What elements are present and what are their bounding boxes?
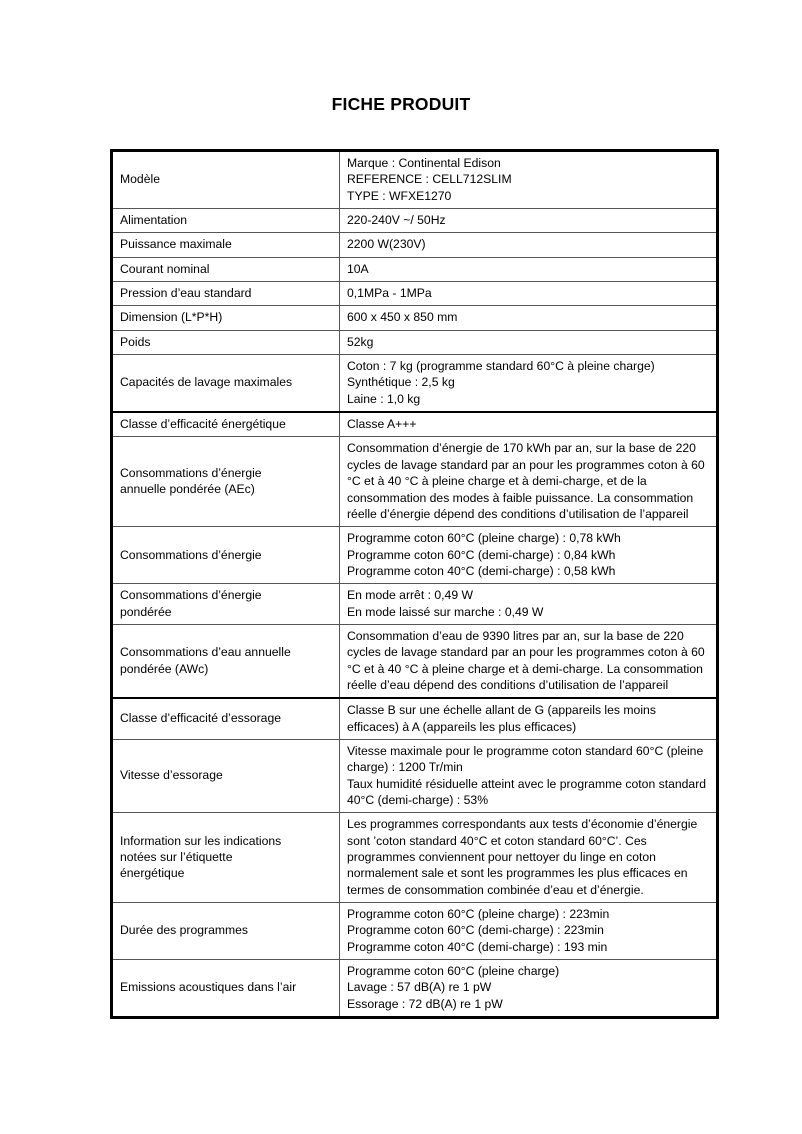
value-line: 10A (347, 261, 369, 276)
value-line: REFERENCE : CELL712SLIM (347, 172, 512, 187)
value-line: Programme coton 60°C (pleine charge) (347, 964, 560, 979)
value-line: Programme coton 60°C (demi-charge) : 223min (347, 923, 604, 938)
label-line: Modèle (120, 172, 160, 187)
value-line: En mode arrêt : 0,49 W (347, 588, 473, 603)
row-emissions-acoustiques-value (340, 960, 718, 1018)
label-line: Classe d’efficacité énergétique (120, 417, 286, 432)
label-line: pondérée (AWc) (120, 661, 209, 676)
row-classe-efficacite-essorage-label (112, 698, 340, 739)
table-row (112, 527, 718, 584)
value-line: En mode laissé sur marche : 0,49 W (347, 604, 544, 619)
row-poids-label (112, 330, 340, 354)
row-alimentation-value (340, 209, 718, 233)
label-line: Emissions acoustiques dans l’air (120, 980, 297, 995)
table-row (112, 437, 718, 527)
row-pression-eau-standard-value (340, 282, 718, 306)
label-line: énergétique (120, 866, 185, 881)
table-row (112, 739, 718, 812)
table-row (112, 813, 718, 903)
label-line: Vitesse d’essorage (120, 768, 223, 783)
row-consommations-energie-annuelle-value (340, 437, 718, 527)
label-line: annuelle pondérée (AEc) (120, 482, 255, 497)
row-puissance-maximale-label (112, 233, 340, 257)
value-line: 220-240V ~/ 50Hz (347, 213, 446, 228)
table-row (112, 282, 718, 306)
value-line: Programme coton 60°C (demi-charge) : 0,84 kWh (347, 547, 616, 562)
value-line: Programme coton 40°C (demi-charge) : 193 min (347, 939, 608, 954)
value-line: 52kg (347, 334, 374, 349)
table-row (112, 257, 718, 281)
label-line: notées sur l’étiquette (120, 850, 233, 865)
value-line: Coton : 7 kg (programme standard 60°C à pleine charge) (347, 359, 655, 374)
value-line: Marque : Continental Edison (347, 156, 501, 170)
row-capacites-lavage-value (340, 355, 718, 413)
label-line: Consommations d’énergie (120, 547, 262, 562)
table-row (112, 412, 718, 437)
value-line: 0,1MPa - 1MPa (347, 286, 432, 301)
label-line: Information sur les indications (120, 833, 282, 848)
product-specification-table (110, 149, 719, 1019)
value-line: Classe A+++ (347, 417, 417, 432)
value-line: Taux humidité résiduelle atteint avec le programme coton standard 40°C (demi-charge) : 53% (347, 776, 707, 807)
row-modele-label (112, 151, 340, 209)
value-line: Programme coton 40°C (demi-charge) : 0,58 kWh (347, 563, 616, 578)
row-vitesse-essorage-label (112, 739, 340, 812)
table-row (112, 209, 718, 233)
label-line: Poids (120, 334, 151, 349)
page-title: FICHE PRODUIT (331, 94, 471, 114)
row-consommations-energie-annuelle-label (112, 437, 340, 527)
row-vitesse-essorage-value (340, 739, 718, 812)
label-line: Puissance maximale (120, 237, 232, 252)
table-row (112, 355, 718, 413)
row-consommations-eau-annuelle-label (112, 624, 340, 698)
row-consommations-energie-ponderee-value (340, 584, 718, 625)
value-line: Les programmes correspondants aux tests d’économie d’énergie sont ’coton standard 40°C et coton standard 60°C’. Ces programmes conviennent pour nettoyer du linge en coton normalement sale et sont les programmes les plus efficaces en termes de consommation combinée d’eau et d’énergie. (347, 817, 698, 897)
value-line: Essorage : 72 dB(A) re 1 pW (347, 996, 503, 1011)
row-duree-programmes-label (112, 903, 340, 960)
table-row (112, 960, 718, 1018)
label-line: Durée des programmes (120, 923, 249, 938)
row-classe-efficacite-energetique-value (340, 412, 718, 437)
row-pression-eau-standard-label (112, 282, 340, 306)
value-line: Programme coton 60°C (pleine charge) : 223min (347, 907, 610, 922)
value-line: Consommation d’eau de 9390 litres par an, sur la base de 220 cycles de lavage standard par an pour les programmes coton à 60 °C et à 40 °C à pleine charge et à demi-charge. La consommation réelle d’eau dépend des conditions d’utilisation de l’appareil (347, 628, 705, 692)
label-line: Consommations d’eau annuelle (120, 645, 291, 660)
row-information-etiquette-energetique-value (340, 813, 718, 903)
value-line: Classe B sur une échelle allant de G (appareils les moins efficaces) à A (appareils les plus efficaces) (347, 703, 656, 734)
value-line: Laine : 1,0 kg (347, 391, 421, 406)
label-line: Capacités de lavage maximales (120, 375, 293, 390)
value-line: Consommation d’énergie de 170 kWh par an, sur la base de 220 cycles de lavage standard par an pour les programmes coton à 60 °C et à 40 °C à pleine charge et à demi-charge, et de la consommation des modes à faible puissance. La consommation réelle d’énergie dépend des conditions d’utilisation de l’appareil (347, 441, 705, 521)
label-line: Dimension (L*P*H) (120, 310, 223, 325)
row-dimension-value (340, 306, 718, 330)
row-consommations-energie-label (112, 527, 340, 584)
table-row (112, 306, 718, 330)
table-row (112, 624, 718, 698)
row-capacites-lavage-label (112, 355, 340, 413)
row-classe-efficacite-energetique-label (112, 412, 340, 437)
label-line: pondérée (120, 604, 172, 619)
value-line: Lavage : 57 dB(A) re 1 pW (347, 980, 492, 995)
value-line: Programme coton 60°C (pleine charge) : 0,78 kWh (347, 531, 621, 546)
row-dimension-label (112, 306, 340, 330)
row-courant-nominal-value (340, 257, 718, 281)
row-modele-value (340, 151, 718, 209)
row-information-etiquette-energetique-label (112, 813, 340, 903)
row-courant-nominal-label (112, 257, 340, 281)
spec-table-body (112, 151, 718, 1018)
table-row (112, 233, 718, 257)
label-line: Pression d’eau standard (120, 286, 252, 301)
value-line: 600 x 450 x 850 mm (347, 310, 458, 325)
label-line: Alimentation (120, 213, 188, 228)
value-line: TYPE : WFXE1270 (347, 188, 452, 203)
row-emissions-acoustiques-label (112, 960, 340, 1018)
table-row (112, 903, 718, 960)
table-row (112, 151, 718, 209)
label-line: Consommations d’énergie (120, 588, 262, 603)
label-line: Consommations d’énergie (120, 465, 262, 480)
row-consommations-energie-value (340, 527, 718, 584)
row-duree-programmes-value (340, 903, 718, 960)
row-puissance-maximale-value (340, 233, 718, 257)
row-consommations-energie-ponderee-label (112, 584, 340, 625)
value-line: Vitesse maximale pour le programme coton standard 60°C (pleine charge) : 1200 Tr/min (347, 743, 704, 775)
row-poids-value (340, 330, 718, 354)
table-row (112, 330, 718, 354)
value-line: 2200 W(230V) (347, 237, 426, 252)
row-alimentation-label (112, 209, 340, 233)
label-line: Courant nominal (120, 261, 210, 276)
table-row (112, 698, 718, 739)
row-classe-efficacite-essorage-value (340, 698, 718, 739)
label-line: Classe d’efficacité d’essorage (120, 711, 282, 726)
table-row (112, 584, 718, 625)
row-consommations-eau-annuelle-value (340, 624, 718, 698)
value-line: Synthétique : 2,5 kg (347, 375, 455, 390)
